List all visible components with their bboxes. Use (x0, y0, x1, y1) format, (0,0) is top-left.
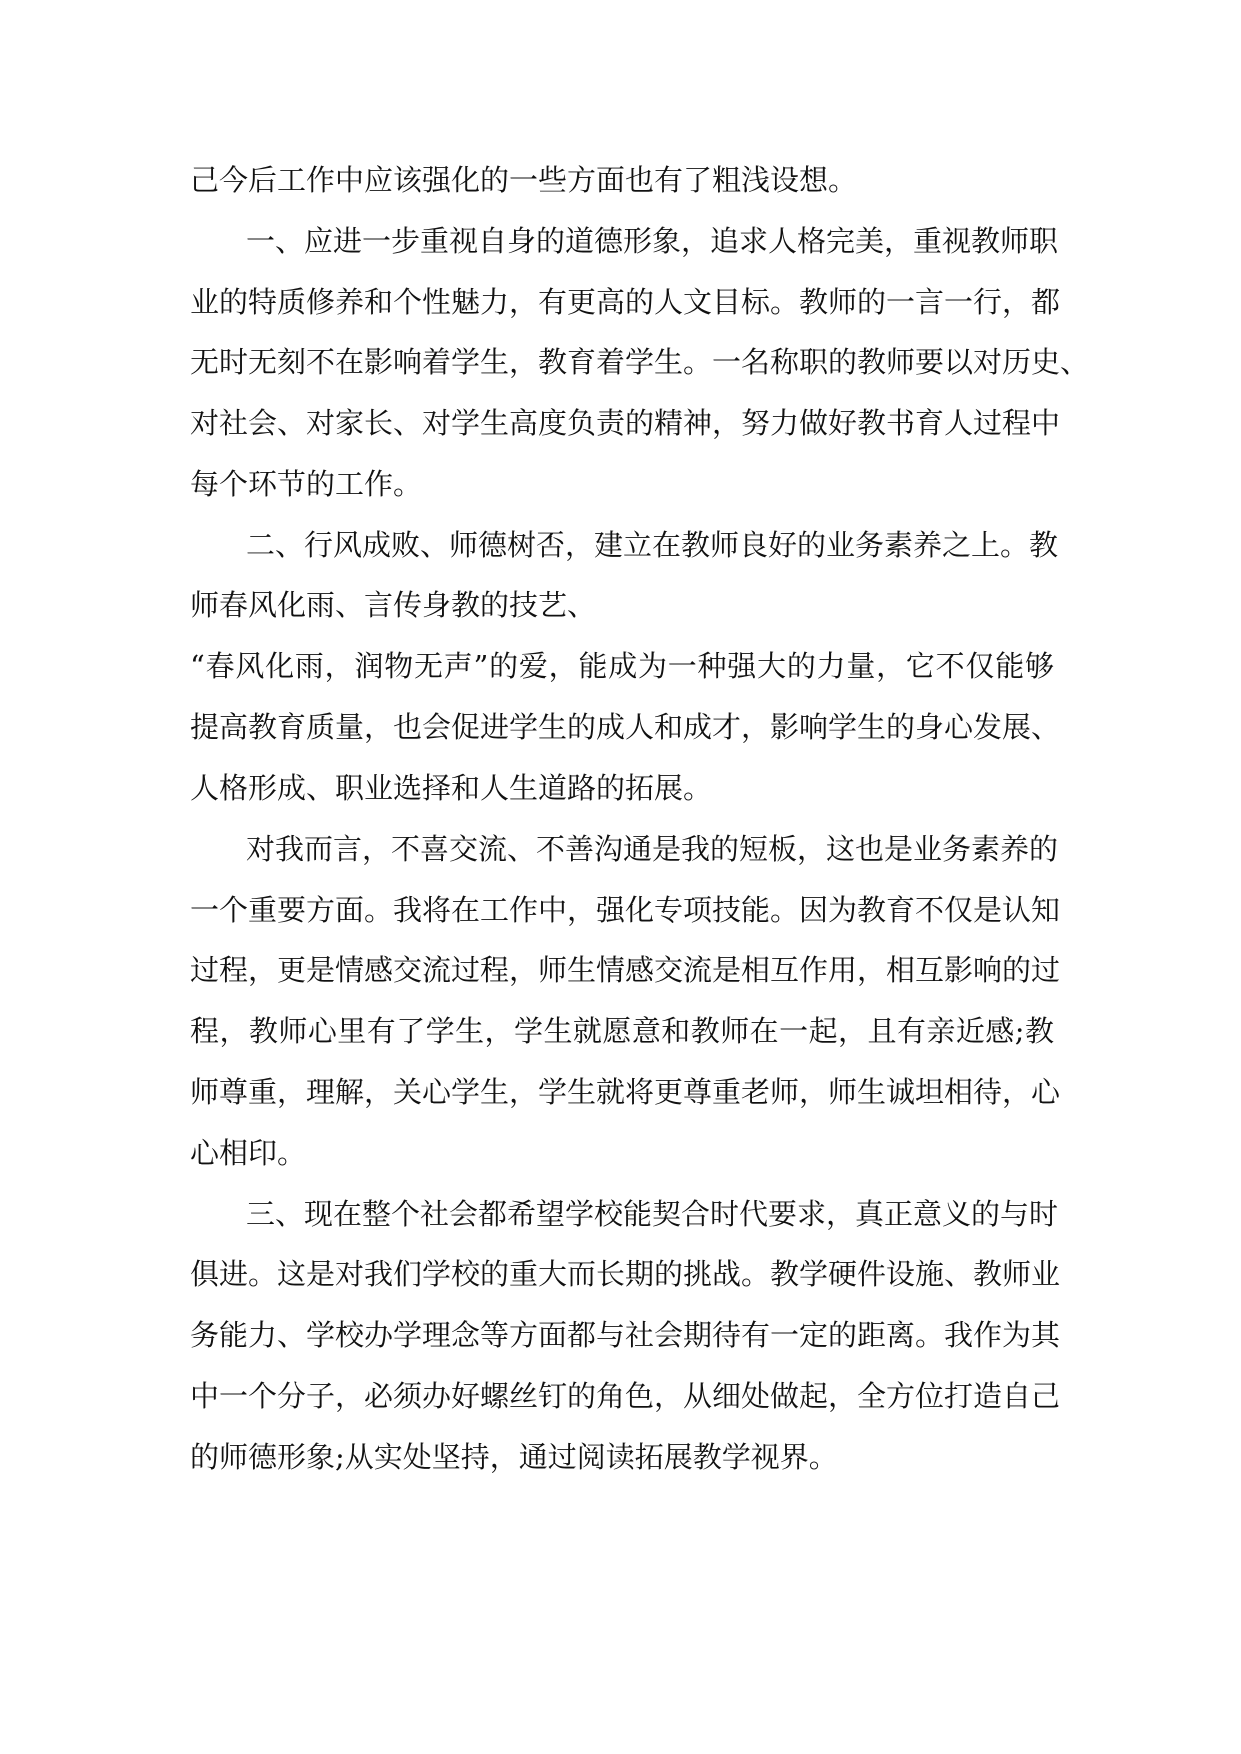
text-line: 中一个分子，必须办好螺丝钉的角色，从细处做起，全方位打造自己 (190, 1379, 1061, 1413)
text-line: 心相印。 (190, 1136, 307, 1170)
text-line: 一个重要方面。我将在工作中，强化专项技能。因为教育不仅是认知 (190, 893, 1061, 927)
text-line: 无时无刻不在影响着学生，教育着学生。一名称职的教师要以对历史、 (190, 345, 1090, 379)
text-line: 俱进。这是对我们学校的重大而长期的挑战。教学硬件设施、教师业 (190, 1257, 1061, 1291)
paragraph-1-line: 一、应进一步重视自身的道德形象，追求人格完美，重视教师职 (246, 224, 1059, 258)
text-line: 人格形成、职业选择和人生道路的拓展。 (190, 771, 713, 805)
paragraph-3-line: 对我而言，不喜交流、不善沟通是我的短板，这也是业务素养的 (246, 832, 1059, 866)
text-line: 师尊重，理解，关心学生，学生就将更尊重老师，师生诚坦相待，心 (190, 1075, 1061, 1109)
text-line: 程，教师心里有了学生，学生就愿意和教师在一起，且有亲近感;教 (190, 1014, 1054, 1048)
text-line: 师春风化雨、言传身教的技艺、 (190, 588, 597, 622)
text-line: 过程，更是情感交流过程，师生情感交流是相互作用，相互影响的过 (190, 953, 1061, 987)
text-line: 每个环节的工作。 (190, 467, 423, 501)
text-line: 己今后工作中应该强化的一些方面也有了粗浅设想。 (190, 163, 858, 197)
paragraph-4-line: 三、现在整个社会都希望学校能契合时代要求，真正意义的与时 (246, 1197, 1059, 1231)
text-line: “春风化雨，润物无声”的爱，能成为一种强大的力量，它不仅能够 (190, 649, 1054, 683)
text-line: 提高教育质量，也会促进学生的成人和成才，影响学生的身心发展、 (190, 710, 1061, 744)
text-line: 的师德形象;从实处坚持，通过阅读拓展教学视界。 (190, 1440, 838, 1474)
text-line: 务能力、学校办学理念等方面都与社会期待有一定的距离。我作为其 (190, 1318, 1061, 1352)
paragraph-2-line: 二、行风成败、师德树否，建立在教师良好的业务素养之上。教 (246, 528, 1059, 562)
text-line: 对社会、对家长、对学生高度负责的精神，努力做好教书育人过程中 (190, 406, 1061, 440)
text-line: 业的特质修养和个性魅力，有更高的人文目标。教师的一言一行，都 (190, 285, 1061, 319)
